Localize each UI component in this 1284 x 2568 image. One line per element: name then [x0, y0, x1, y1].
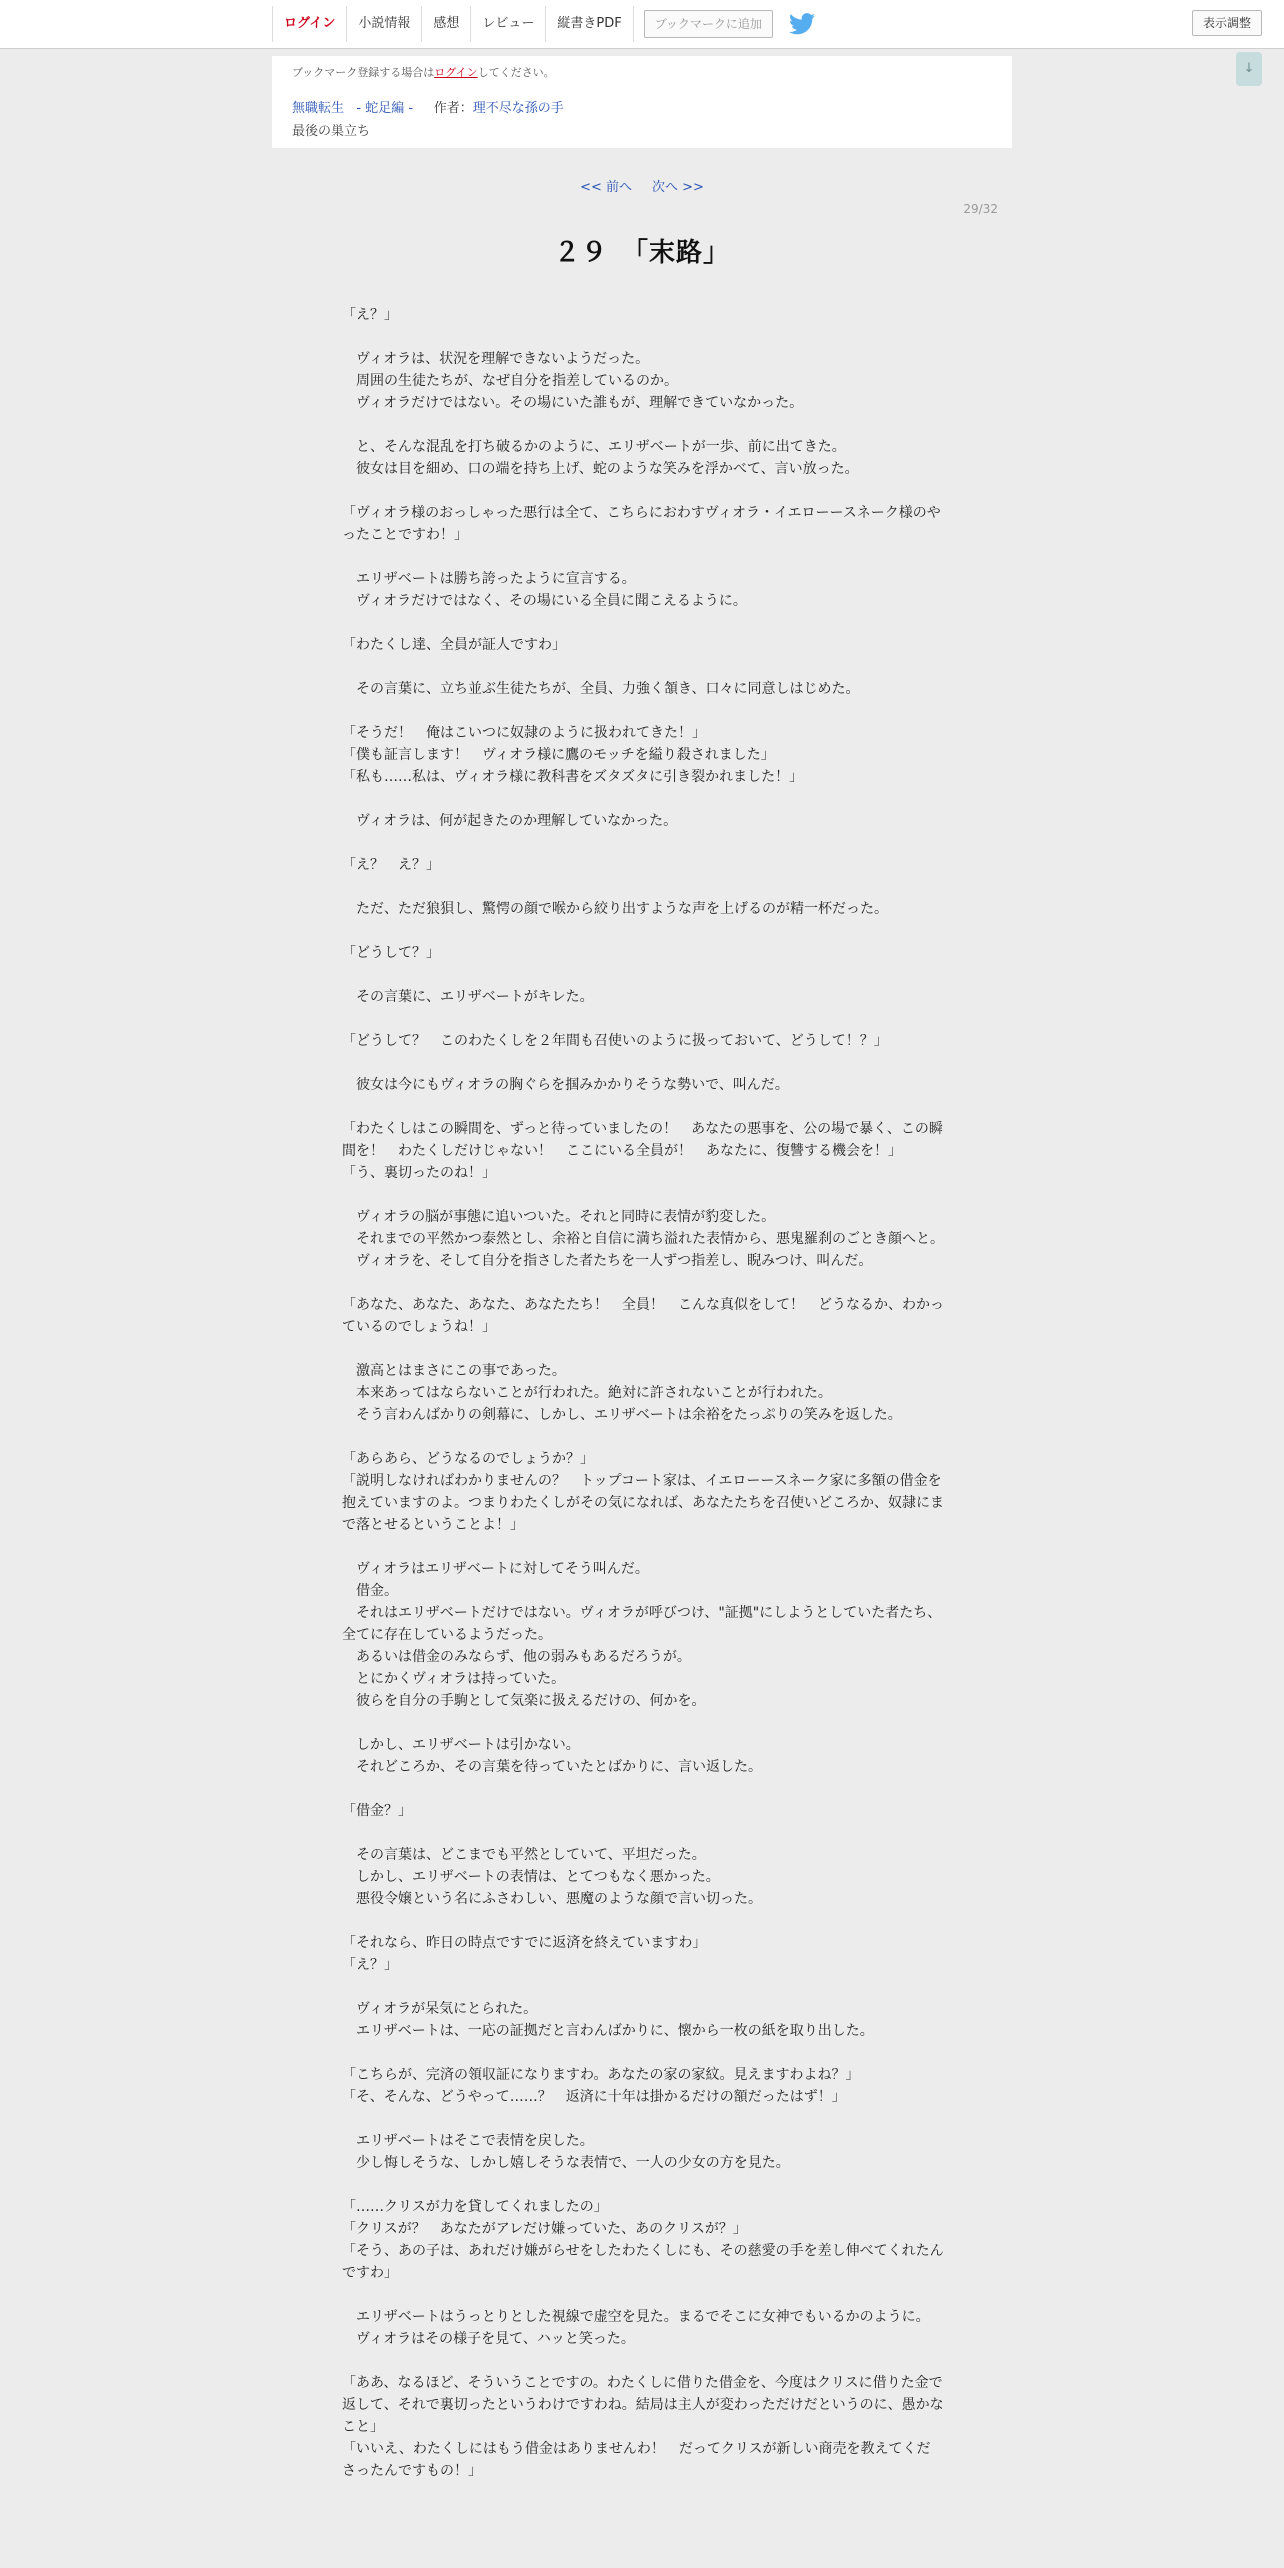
body-line: 「それなら、昨日の時点ですでに返済を終えていますわ」	[342, 1935, 707, 1951]
body-line: 「いいえ、わたくしにはもう借金はありませんわ！ だってクリスが新しい商売を教えてくださったんですもの！」	[342, 2441, 931, 2479]
body-line	[342, 700, 944, 722]
body-line	[342, 656, 944, 678]
body-line: ヴィオラは、何が起きたのか理解していなかった。	[342, 813, 678, 829]
body-line	[342, 1272, 944, 1294]
body-line: それはエリザベートだけではない。ヴィオラが呼びつけ、"証拠"にしようとしていた者たち、全てに存在しているようだった。	[342, 1605, 942, 1643]
main-nav	[272, 6, 815, 42]
body-line	[342, 1184, 944, 1206]
body-line: 「どうして？」	[342, 945, 440, 961]
body-line: あるいは借金のみならず、他の弱みもあるだろうが。	[342, 1649, 691, 1665]
body-line: 「どうして？ このわたくしを２年間も召使いのように扱っておいて、どうして！？」	[342, 1033, 888, 1049]
scroll-down-button[interactable]: ↓	[1236, 52, 1262, 86]
review-link[interactable]: レビュー	[470, 6, 545, 42]
body-line	[342, 788, 944, 810]
body-line	[342, 414, 944, 436]
body-line: 悪役令嬢という名にふさわしい、悪魔のような顔で言い切った。	[342, 1891, 762, 1907]
top-bar	[0, 0, 1284, 49]
body-line: ただ、ただ狼狽し、驚愕の顔で喉から絞り出すような声を上げるのが精一杯だった。	[342, 901, 888, 917]
note-text-before: ブックマーク登録する場合は	[292, 66, 435, 79]
vertical-pdf-link[interactable]: 縦書きPDF	[545, 6, 633, 42]
body-line: ヴィオラだけではなく、その場にいる全員に聞こえるように。	[342, 593, 747, 609]
body-line	[342, 1822, 944, 1844]
body-line	[342, 1536, 944, 1558]
impressions-link[interactable]: 感想	[421, 6, 470, 42]
body-line	[342, 1712, 944, 1734]
prev-episode-link[interactable]: << 前へ	[580, 180, 632, 195]
body-line: 「説明しなければわかりませんの？ トップコート家は、イエローースネーク家に多額の借金を抱えていますのよ。つまりわたくしがその気になれば、あなたたちを召使いどころか、奴隷にまで落とせるということよ！」	[342, 1473, 944, 1533]
body-line: 彼女は今にもヴィオラの胸ぐらを掴みかかりそうな勢いで、叫んだ。	[342, 1077, 789, 1093]
body-line	[342, 1426, 944, 1448]
body-line: それどころか、その言葉を待っていたとばかりに、言い返した。	[342, 1759, 762, 1775]
body-line: エリザベートはうっとりとした視線で虚空を見た。まるでそこに女神でもいるかのように。	[342, 2309, 930, 2325]
chapter-name: 最後の巣立ち	[292, 124, 371, 139]
body-line: 「え？」	[342, 1957, 398, 1973]
body-line	[342, 2108, 944, 2130]
body-line	[342, 1052, 944, 1074]
body-line: ヴィオラの脳が事態に追いついた。それと同時に表情が豹変した。	[342, 1209, 776, 1225]
body-line: 借金。	[342, 1583, 398, 1599]
body-line: 「う、裏切ったのね！」	[342, 1165, 496, 1181]
body-line	[342, 2350, 944, 2372]
body-line	[342, 1008, 944, 1030]
body-line: しかし、エリザベートの表情は、とてつもなく悪かった。	[342, 1869, 720, 1885]
body-line: エリザベートは、一応の証拠だと言わんばかりに、懐から一枚の紙を取り出した。	[342, 2023, 874, 2039]
body-line	[342, 326, 944, 348]
body-line: ヴィオラが呆気にとられた。	[342, 2001, 538, 2017]
body-line: 「私も……私は、ヴィオラ様に教科書をズタズタに引き裂かれました！」	[342, 769, 804, 785]
body-line: 「……クリスが力を貸してくれましたの」	[342, 2199, 608, 2215]
novel-info-link[interactable]: 小説情報	[346, 6, 421, 42]
episode-counter: 29/32	[963, 202, 998, 216]
twitter-icon[interactable]	[789, 13, 815, 35]
body-line: 「そう、あの子は、あれだけ嫌がらせをしたわたくしにも、その慈愛の手を差し伸べてくれたんですわ」	[342, 2243, 944, 2281]
body-line: 激高とはまさにこの事であった。	[342, 1363, 566, 1379]
body-line	[342, 1096, 944, 1118]
body-line: 本来あってはならないことが行われた。絶対に許されないことが行われた。	[342, 1385, 832, 1401]
note-text-after: してください。	[477, 66, 555, 79]
body-line	[342, 876, 944, 898]
body-line	[342, 612, 944, 634]
body-line	[342, 1976, 944, 1998]
body-line: 「え？」	[342, 307, 398, 323]
bookmark-login-note	[292, 64, 555, 80]
series-subtitle-link[interactable]: - 蛇足編 -	[356, 101, 414, 116]
body-line: 「あらあら、どうなるのでしょうか？」	[342, 1451, 594, 1467]
body-line: 「あなた、あなた、あなた、あなたたち！ 全員！ こんな真似をして！ どうなるか、わかっているのでしょうね！」	[342, 1297, 944, 1335]
body-line: とにかくヴィオラは持っていた。	[342, 1671, 566, 1687]
body-line: その言葉に、立ち並ぶ生徒たちが、全員、力強く頷き、口々に同意しはじめた。	[342, 681, 860, 697]
next-episode-link[interactable]: 次へ >>	[652, 180, 704, 195]
body-line: そう言わんばかりの剣幕に、しかし、エリザベートは余裕をたっぷりの笑みを返した。	[342, 1407, 902, 1423]
body-line: 「そ、そんな、どうやって……？ 返済に十年は掛かるだけの額だったはず！」	[342, 2089, 846, 2105]
body-line	[342, 546, 944, 568]
body-line: 「そうだ！ 俺はこいつに奴隷のように扱われてきた！」	[342, 725, 706, 741]
body-line	[342, 2174, 944, 2196]
novel-body	[342, 304, 944, 2482]
episode-title: ２９ 「末路」	[553, 238, 730, 268]
body-line: ヴィオラはその様子を見て、ハッと笑った。	[342, 2331, 635, 2347]
body-line	[342, 832, 944, 854]
body-line	[342, 1338, 944, 1360]
body-line: と、そんな混乱を打ち破るかのように、エリザベートが一歩、前に出てきた。	[342, 439, 846, 455]
body-line: 彼女は目を細め、口の端を持ち上げ、蛇のような笑みを浮かべて、言い放った。	[342, 461, 859, 477]
series-title-link[interactable]: 無職転生	[292, 101, 345, 116]
body-line: 周囲の生徒たちが、なぜ自分を指差しているのか。	[342, 373, 678, 389]
author-label: 作者：	[433, 101, 473, 116]
body-line: エリザベートはそこで表情を戻した。	[342, 2133, 594, 2149]
body-line: 「わたくし達、全員が証人ですわ」	[342, 637, 566, 653]
body-line: ヴィオラはエリザベートに対してそう叫んだ。	[342, 1561, 649, 1577]
body-line	[342, 2042, 944, 2064]
body-line: その言葉に、エリザベートがキレた。	[342, 989, 594, 1005]
body-line: それまでの平然かつ泰然とし、余裕と自信に満ち溢れた表情から、悪鬼羅刹のごとき顔へと。	[342, 1231, 944, 1247]
body-line	[342, 964, 944, 986]
body-line: 「クリスが？ あなたがアレだけ嫌っていた、あのクリスが？」	[342, 2221, 747, 2237]
login-link[interactable]: ログイン	[272, 6, 346, 42]
body-line: ヴィオラだけではない。その場にいた誰もが、理解できていなかった。	[342, 395, 804, 411]
add-bookmark-button[interactable]: ブックマークに追加	[644, 10, 773, 38]
body-line: ヴィオラは、状況を理解できないようだった。	[342, 351, 650, 367]
author-link[interactable]: 理不尽な孫の手	[472, 101, 564, 116]
body-line	[342, 1778, 944, 1800]
body-line	[342, 2284, 944, 2306]
body-line	[342, 480, 944, 502]
body-line	[342, 920, 944, 942]
note-login-link[interactable]: ログイン	[434, 66, 478, 79]
body-line: 「借金？」	[342, 1803, 412, 1819]
display-settings-button[interactable]: 表示調整	[1192, 10, 1262, 36]
body-line: 「わたくしはこの瞬間を、ずっと待っていましたの！ あなたの悪事を、公の場で暴く、この瞬間を！ わたくしだけじゃない！ ここにいる全員が！ あなたに、復讐する機会を！」	[342, 1121, 943, 1159]
body-line: エリザベートは勝ち誇ったように宣言する。	[342, 571, 636, 587]
body-line: ヴィオラを、そして自分を指さした者たちを一人ずつ指差し、睨みつけ、叫んだ。	[342, 1253, 873, 1269]
novel-info-box	[272, 56, 1012, 148]
body-line	[342, 1910, 944, 1932]
body-line: 「ああ、なるほど、そういうことですの。わたくしに借りた借金を、今度はクリスに借りた金で返して、それで裏切ったというわけですわね。結局は主人が変わっただけだというのに、愚かなこと」	[342, 2375, 944, 2435]
body-line: 彼らを自分の手駒として気楽に扱えるだけの、何かを。	[342, 1693, 706, 1709]
body-line: 少し悔しそうな、しかし嬉しそうな表情で、一人の少女の方を見た。	[342, 2155, 790, 2171]
episode-pager	[0, 176, 1284, 195]
body-line: 「え？ え？」	[342, 857, 440, 873]
series-line	[292, 97, 564, 116]
body-line: しかし、エリザベートは引かない。	[342, 1737, 580, 1753]
body-line: その言葉は、どこまでも平然としていて、平坦だった。	[342, 1847, 706, 1863]
body-line: 「僕も証言します！ ヴィオラ様に鷹のモッチを縊り殺されました」	[342, 747, 775, 763]
body-line: 「ヴィオラ様のおっしゃった悪行は全て、こちらにおわすヴィオラ・イエローースネーク様のやったことですわ！」	[342, 505, 941, 543]
body-line: 「こちらが、完済の領収証になりますわ。あなたの家の家紋。見えますわよね？」	[342, 2067, 860, 2083]
